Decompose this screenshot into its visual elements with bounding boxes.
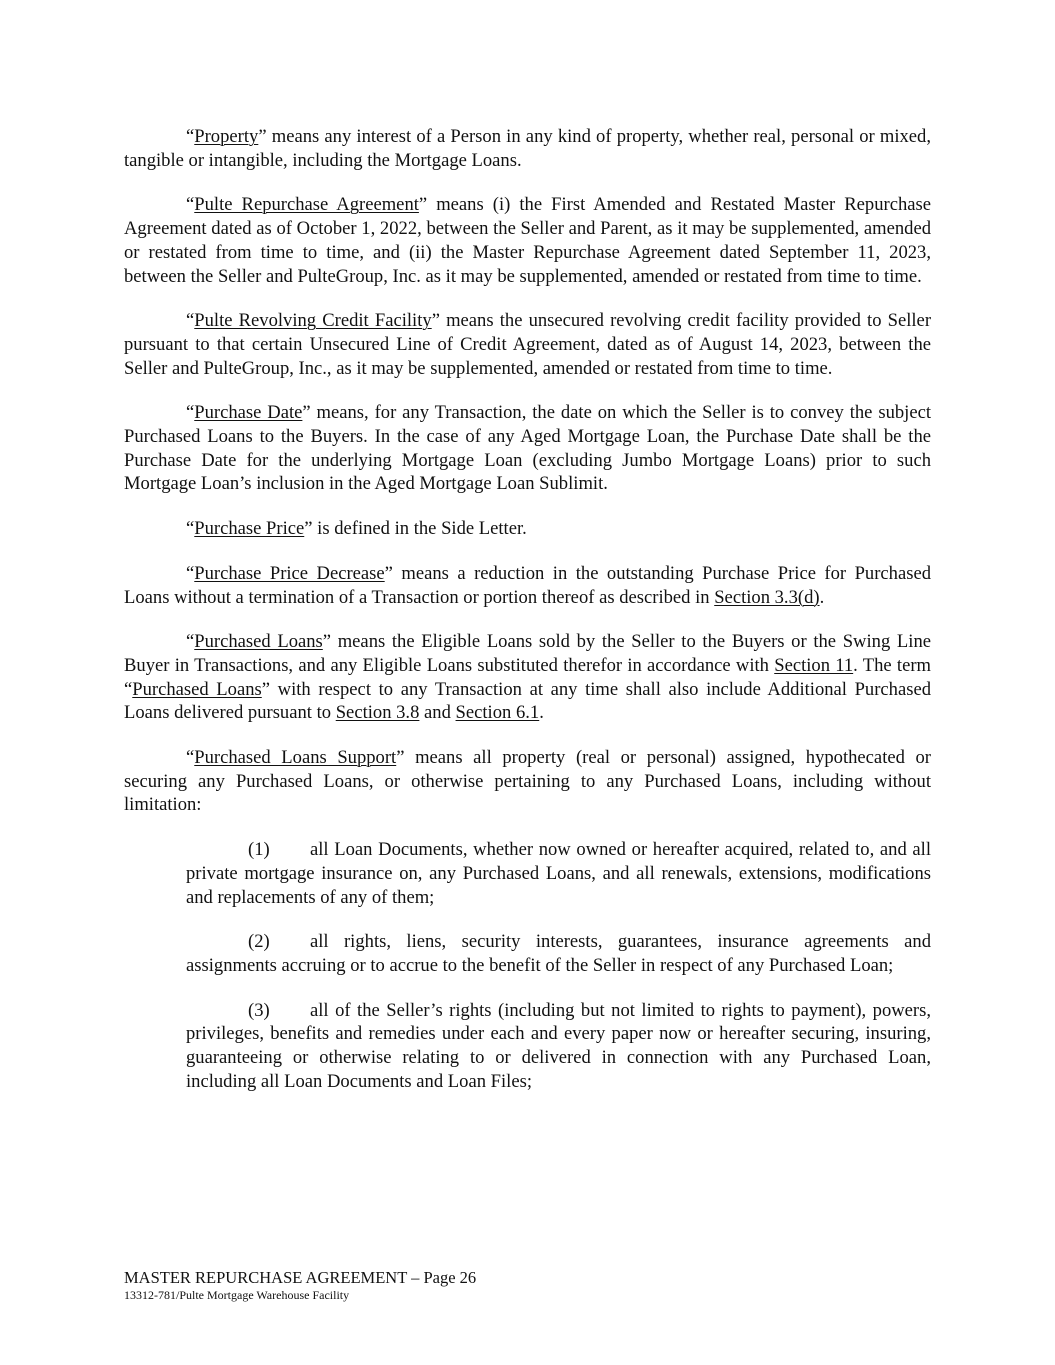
definition-purchase-price-decrease: “Purchase Price Decrease” means a reduction in the outstanding Purchase Price for Purchased Loans without a termination of a Transaction or portion thereof as described in Section 3.3(d). [124, 562, 932, 608]
footer-doc-id: 13312-781/Pulte Mortgage Warehouse Facility [124, 1288, 350, 1302]
defined-term: Property [194, 126, 259, 147]
clause-number: (1) [248, 839, 270, 861]
definition-purchased-loans: “Purchased Loans” means the Eligible Loans sold by the Seller to the Buyers or the Swing Line Buyer in Transactions, and any Eligible Loans substituted therefor in accordance with Section 11. The term “Purchased Loans” with respect to any Transaction at any time shall also include Additional Purchased Loans delivered pursuant to Section 3.8 and Section 6.1. [124, 631, 931, 724]
defined-term: Pulte Repurchase Agreement [194, 194, 419, 216]
definition-pulte-revolving-credit-facility: “Pulte Revolving Credit Facility” means the unsecured revolving credit facility provided to Seller pursuant to that certain Unsecured Line of Credit Agreement, dated as of August 14, 2023, between the Seller and PulteGroup, Inc., as it may be supplemented, amended or restated from time to time. [124, 310, 932, 379]
section-reference: Section 3.8 [335, 702, 420, 724]
section-reference: Section 11 [774, 654, 854, 676]
definition-purchase-price: “Purchase Price” is defined in the Side Letter. [186, 518, 527, 540]
section-reference: Section 3.3(d) [714, 586, 820, 608]
clause-number: (2) [248, 931, 270, 953]
definitions-section [124, 125, 931, 1115]
definition-purchase-date: “Purchase Date” means, for any Transaction, the date on which the Seller is to convey the subject Purchased Loans to the Buyers. In the case of any Aged Mortgage Loan, the Purchase Date shall be the Purchase Date for the underlying Mortgage Loan (excluding Jumbo Mortgage Loans) prior to such Mortgage Loan’s inclusion in the Aged Mortgage Loan Sublimit. [124, 402, 931, 495]
definition-purchased-loans-support: “Purchased Loans Support” means all property (real or personal) assigned, hypothecated or securing any Purchased Loans, or otherwise pertaining to any Purchased Loans, including without limitation: [124, 747, 931, 816]
defined-term: Pulte Revolving Credit Facility [194, 310, 432, 332]
defined-term: Purchased Loans [194, 631, 323, 653]
clause-item: (2) all rights, liens, security interests, guarantees, insurance agreements and assignments accruing or to accrue to the benefit of the Seller in respect of any Purchased Loan; [186, 931, 931, 976]
defined-term: Purchase Price Decrease [194, 562, 385, 584]
defined-term: Purchased Loans Support [194, 747, 397, 769]
clause-item: (3) all of the Seller’s rights (including but not limited to rights to payment), powers, privileges, benefits and remedies under each and every paper now or hereafter securing, insuring, guaranteeing or otherwise relating to or delivered in connection with any Purchased Loan, including all Loan Documents and Loan Files; [186, 999, 931, 1092]
defined-term: Purchase Price [194, 518, 305, 540]
clause-item: (1) all Loan Documents, whether now owned or hereafter acquired, related to, and all private mortgage insurance on, any Purchased Loans, and all renewals, extensions, modifications and replacements of any of them; [186, 839, 931, 908]
definition-pulte-repurchase-agreement: “Pulte Repurchase Agreement” means (i) the First Amended and Restated Master Repurchase Agreement dated as of October 1, 2022, between the Seller and Parent, as it may be supplemented, amended or restated from time to time, and (ii) the Master Repurchase Agreement dated September 11, 2023, between the Seller and PulteGroup, Inc. as it may be supplemented, amended or restated from time to time. [124, 194, 932, 287]
footer-title: MASTER REPURCHASE AGREEMENT – Page 26 [124, 1268, 477, 1287]
definition-property: “Property” means any interest of a Person in any kind of property, whether real, personal or mixed, tangible or intangible, including the Mortgage Loans. [124, 126, 931, 171]
section-reference: Section 6.1 [455, 702, 540, 724]
defined-term: Purchased Loans [132, 678, 262, 700]
page-footer [124, 1268, 476, 1303]
defined-term: Purchase Date [194, 402, 303, 424]
clause-number: (3) [248, 999, 270, 1021]
